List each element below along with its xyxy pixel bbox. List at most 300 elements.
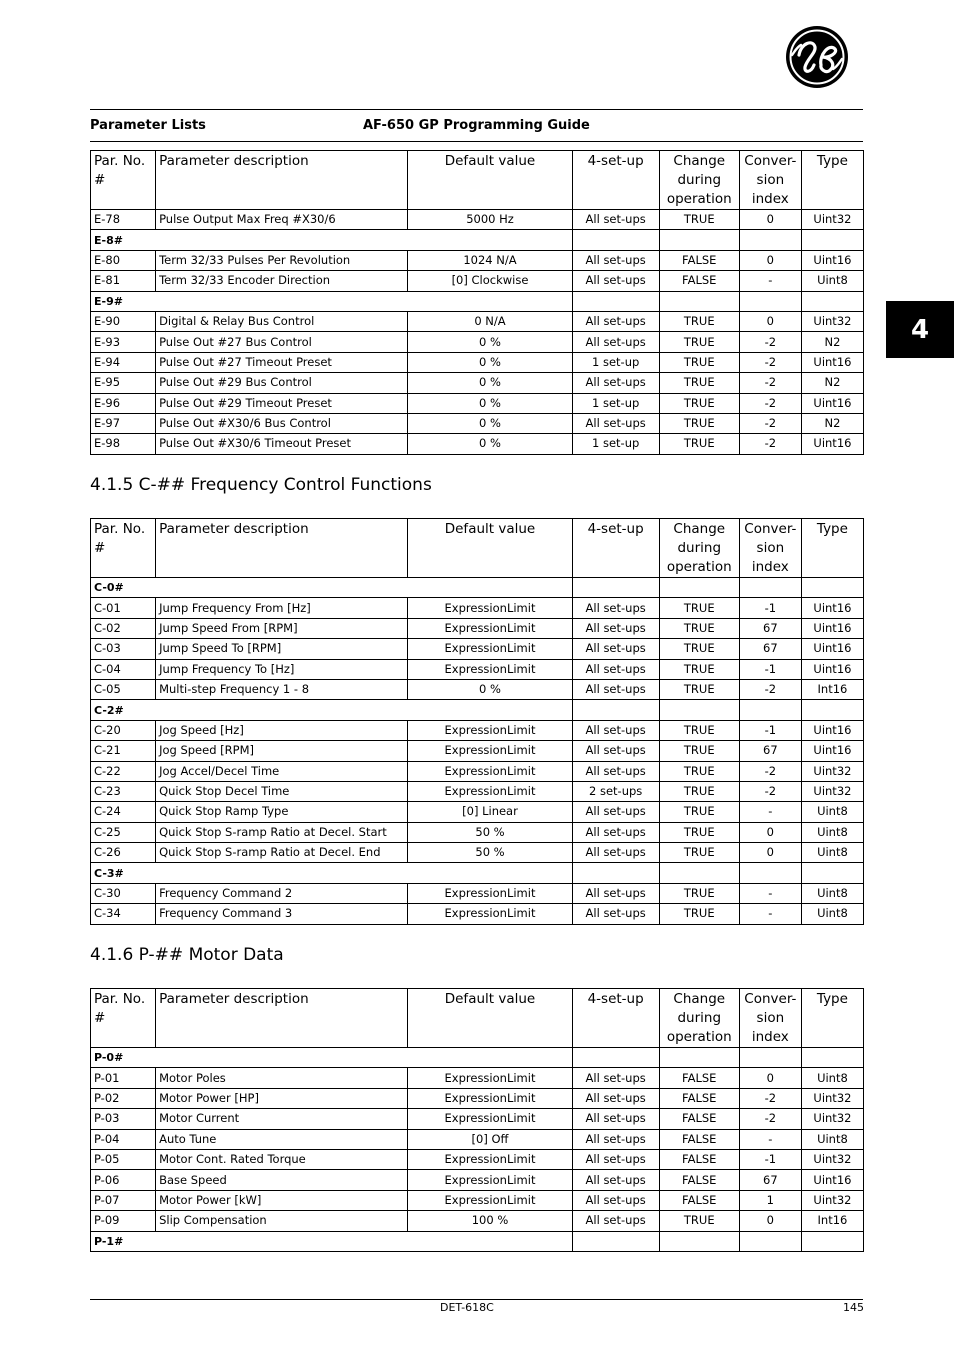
group-label: P-1# — [91, 1231, 573, 1251]
conversion-index-cell: 0 — [739, 210, 801, 230]
table-row — [91, 210, 864, 230]
change-cell: TRUE — [659, 373, 739, 393]
change-cell: FALSE — [659, 1109, 739, 1129]
ge-logo — [785, 25, 849, 89]
par-no-cell: C-30 — [91, 883, 156, 903]
conversion-index-cell: -2 — [739, 373, 801, 393]
description-cell: Jump Speed To [RPM] — [156, 639, 408, 659]
default-value-cell: [0] Off — [408, 1129, 572, 1149]
conversion-index-cell: 0 — [739, 843, 801, 863]
type-cell: Uint32 — [801, 311, 863, 331]
group-row — [91, 700, 864, 720]
table-row — [91, 761, 864, 781]
description-cell: Term 32/33 Encoder Direction — [156, 271, 408, 291]
header-rule-bottom — [90, 141, 863, 142]
par-no-cell: E-81 — [91, 271, 156, 291]
description-cell: Base Speed — [156, 1170, 408, 1190]
column-header-setup: 4-set-up — [572, 519, 659, 578]
conversion-index-cell: 67 — [739, 1170, 801, 1190]
setup-cell: All set-ups — [572, 1190, 659, 1210]
group-label: E-8# — [91, 230, 573, 250]
group-row — [91, 863, 864, 883]
type-cell: Uint8 — [801, 1068, 863, 1088]
par-no-cell: E-97 — [91, 413, 156, 433]
par-no-cell: C-01 — [91, 598, 156, 618]
section-title-p: 4.1.6 P-## Motor Data — [90, 945, 284, 965]
conversion-index-cell: 67 — [739, 618, 801, 638]
conversion-index-cell: -2 — [739, 781, 801, 801]
description-cell: Quick Stop S-ramp Ratio at Decel. End — [156, 843, 408, 863]
description-cell: Motor Power [HP] — [156, 1088, 408, 1108]
running-header-section: Parameter Lists — [90, 118, 206, 133]
description-cell: Jump Frequency To [Hz] — [156, 659, 408, 679]
default-value-cell: 100 % — [408, 1211, 572, 1231]
type-cell: Int16 — [801, 1211, 863, 1231]
type-cell: Int16 — [801, 679, 863, 699]
change-cell: FALSE — [659, 1088, 739, 1108]
type-cell: Uint32 — [801, 1149, 863, 1169]
conversion-index-cell: -2 — [739, 761, 801, 781]
table-row — [91, 1170, 864, 1190]
conversion-index-cell: 0 — [739, 1211, 801, 1231]
setup-cell: All set-ups — [572, 1211, 659, 1231]
change-cell: TRUE — [659, 843, 739, 863]
change-cell: TRUE — [659, 210, 739, 230]
default-value-cell: ExpressionLimit — [408, 904, 572, 924]
conversion-index-cell: -2 — [739, 352, 801, 372]
setup-cell: 1 set-up — [572, 352, 659, 372]
type-cell: Uint32 — [801, 210, 863, 230]
par-no-cell: C-22 — [91, 761, 156, 781]
description-cell: Multi-step Frequency 1 - 8 — [156, 679, 408, 699]
par-no-cell: C-05 — [91, 679, 156, 699]
description-cell: Jump Speed From [RPM] — [156, 618, 408, 638]
change-cell: TRUE — [659, 761, 739, 781]
group-row — [91, 578, 864, 598]
default-value-cell: ExpressionLimit — [408, 1109, 572, 1129]
description-cell: Pulse Out #27 Timeout Preset — [156, 352, 408, 372]
default-value-cell: ExpressionLimit — [408, 1190, 572, 1210]
column-header-conversion: Conver- sion index — [739, 519, 801, 578]
table-row — [91, 679, 864, 699]
default-value-cell: ExpressionLimit — [408, 639, 572, 659]
change-cell: TRUE — [659, 311, 739, 331]
table-row — [91, 332, 864, 352]
empty-cell — [801, 700, 863, 720]
conversion-index-cell: - — [739, 802, 801, 822]
column-header-setup: 4-set-up — [572, 989, 659, 1048]
par-no-cell: E-78 — [91, 210, 156, 230]
table-row — [91, 904, 864, 924]
conversion-index-cell: 0 — [739, 250, 801, 270]
change-cell: TRUE — [659, 720, 739, 740]
empty-cell — [801, 578, 863, 598]
empty-cell — [739, 1231, 801, 1251]
default-value-cell: [0] Linear — [408, 802, 572, 822]
type-cell: Uint16 — [801, 1170, 863, 1190]
change-cell: FALSE — [659, 271, 739, 291]
change-cell: TRUE — [659, 822, 739, 842]
description-cell: Quick Stop S-ramp Ratio at Decel. Start — [156, 822, 408, 842]
conversion-index-cell: - — [739, 271, 801, 291]
type-cell: Uint8 — [801, 1129, 863, 1149]
setup-cell: All set-ups — [572, 659, 659, 679]
empty-cell — [801, 863, 863, 883]
type-cell: Uint32 — [801, 1190, 863, 1210]
empty-cell — [659, 1231, 739, 1251]
change-cell: FALSE — [659, 1129, 739, 1149]
description-cell: Quick Stop Ramp Type — [156, 802, 408, 822]
default-value-cell: ExpressionLimit — [408, 598, 572, 618]
type-cell: Uint16 — [801, 250, 863, 270]
conversion-index-cell: -2 — [739, 679, 801, 699]
table-header-row — [91, 519, 864, 578]
empty-cell — [659, 291, 739, 311]
type-cell: Uint8 — [801, 271, 863, 291]
setup-cell: 2 set-ups — [572, 781, 659, 801]
description-cell: Pulse Output Max Freq #X30/6 — [156, 210, 408, 230]
par-no-cell: E-96 — [91, 393, 156, 413]
header-rule-top — [90, 109, 863, 110]
conversion-index-cell: 0 — [739, 822, 801, 842]
par-no-cell: C-21 — [91, 741, 156, 761]
table-row — [91, 352, 864, 372]
empty-cell — [572, 230, 659, 250]
empty-cell — [572, 291, 659, 311]
change-cell: TRUE — [659, 659, 739, 679]
type-cell: Uint8 — [801, 904, 863, 924]
chapter-tab: 4 — [886, 301, 954, 358]
empty-cell — [659, 230, 739, 250]
par-no-cell: E-90 — [91, 311, 156, 331]
setup-cell: All set-ups — [572, 904, 659, 924]
description-cell: Pulse Out #29 Timeout Preset — [156, 393, 408, 413]
table-row — [91, 250, 864, 270]
column-header-par-no: Par. No. # — [91, 151, 156, 210]
par-no-cell: P-02 — [91, 1088, 156, 1108]
conversion-index-cell: - — [739, 904, 801, 924]
table-row — [91, 1068, 864, 1088]
par-no-cell: P-07 — [91, 1190, 156, 1210]
par-no-cell: E-98 — [91, 434, 156, 454]
column-header-description: Parameter description — [156, 151, 408, 210]
par-no-cell: P-03 — [91, 1109, 156, 1129]
default-value-cell: 0 N/A — [408, 311, 572, 331]
setup-cell: All set-ups — [572, 679, 659, 699]
type-cell: Uint16 — [801, 434, 863, 454]
setup-cell: All set-ups — [572, 1088, 659, 1108]
description-cell: Quick Stop Decel Time — [156, 781, 408, 801]
default-value-cell: 0 % — [408, 332, 572, 352]
default-value-cell: 0 % — [408, 413, 572, 433]
setup-cell: All set-ups — [572, 1129, 659, 1149]
table-header-row — [91, 989, 864, 1048]
column-header-par-no: Par. No. # — [91, 519, 156, 578]
column-header-type: Type — [801, 519, 863, 578]
description-cell: Motor Power [kW] — [156, 1190, 408, 1210]
type-cell: Uint16 — [801, 741, 863, 761]
setup-cell: All set-ups — [572, 741, 659, 761]
change-cell: TRUE — [659, 352, 739, 372]
change-cell: FALSE — [659, 1170, 739, 1190]
table-row — [91, 659, 864, 679]
empty-cell — [572, 1231, 659, 1251]
default-value-cell: 1024 N/A — [408, 250, 572, 270]
type-cell: N2 — [801, 332, 863, 352]
par-no-cell: P-09 — [91, 1211, 156, 1231]
setup-cell: All set-ups — [572, 250, 659, 270]
empty-cell — [572, 578, 659, 598]
table-row — [91, 639, 864, 659]
par-no-cell: C-04 — [91, 659, 156, 679]
column-header-type: Type — [801, 989, 863, 1048]
column-header-change: Change during operation — [659, 151, 739, 210]
table-row — [91, 373, 864, 393]
description-cell: Pulse Out #27 Bus Control — [156, 332, 408, 352]
table-row — [91, 843, 864, 863]
par-no-cell: P-01 — [91, 1068, 156, 1088]
conversion-index-cell: 0 — [739, 1068, 801, 1088]
setup-cell: All set-ups — [572, 843, 659, 863]
setup-cell: All set-ups — [572, 271, 659, 291]
par-no-cell: C-23 — [91, 781, 156, 801]
empty-cell — [572, 863, 659, 883]
table-row — [91, 1088, 864, 1108]
column-header-par-no: Par. No. # — [91, 989, 156, 1048]
empty-cell — [801, 291, 863, 311]
conversion-index-cell: -2 — [739, 393, 801, 413]
description-cell: Term 32/33 Pulses Per Revolution — [156, 250, 408, 270]
table-row — [91, 883, 864, 903]
page-number: 145 — [843, 1301, 864, 1314]
description-cell: Jump Frequency From [Hz] — [156, 598, 408, 618]
parameter-table-p — [90, 988, 864, 1252]
change-cell: TRUE — [659, 904, 739, 924]
empty-cell — [572, 1048, 659, 1068]
column-header-default: Default value — [408, 519, 572, 578]
setup-cell: All set-ups — [572, 802, 659, 822]
par-no-cell: P-04 — [91, 1129, 156, 1149]
conversion-index-cell: 0 — [739, 311, 801, 331]
table-row — [91, 781, 864, 801]
change-cell: TRUE — [659, 781, 739, 801]
group-row — [91, 230, 864, 250]
table-row — [91, 741, 864, 761]
type-cell: Uint16 — [801, 659, 863, 679]
par-no-cell: E-80 — [91, 250, 156, 270]
par-no-cell: P-06 — [91, 1170, 156, 1190]
empty-cell — [801, 1231, 863, 1251]
type-cell: Uint16 — [801, 393, 863, 413]
default-value-cell: ExpressionLimit — [408, 1149, 572, 1169]
change-cell: TRUE — [659, 741, 739, 761]
default-value-cell: ExpressionLimit — [408, 1068, 572, 1088]
empty-cell — [739, 291, 801, 311]
conversion-index-cell: 67 — [739, 639, 801, 659]
conversion-index-cell: -2 — [739, 413, 801, 433]
conversion-index-cell: -2 — [739, 434, 801, 454]
default-value-cell: ExpressionLimit — [408, 1170, 572, 1190]
column-header-type: Type — [801, 151, 863, 210]
table-row — [91, 393, 864, 413]
description-cell: Frequency Command 2 — [156, 883, 408, 903]
empty-cell — [659, 1048, 739, 1068]
column-header-conversion: Conver- sion index — [739, 989, 801, 1048]
column-header-default: Default value — [408, 151, 572, 210]
parameter-table-e — [90, 150, 864, 455]
description-cell: Slip Compensation — [156, 1211, 408, 1231]
column-header-description: Parameter description — [156, 989, 408, 1048]
column-header-default: Default value — [408, 989, 572, 1048]
table-row — [91, 413, 864, 433]
running-header-title: AF-650 GP Programming Guide — [363, 118, 590, 133]
description-cell: Auto Tune — [156, 1129, 408, 1149]
table-row — [91, 618, 864, 638]
description-cell: Pulse Out #X30/6 Timeout Preset — [156, 434, 408, 454]
table-row — [91, 1109, 864, 1129]
setup-cell: All set-ups — [572, 598, 659, 618]
par-no-cell: C-03 — [91, 639, 156, 659]
table-row — [91, 434, 864, 454]
table-row — [91, 1149, 864, 1169]
par-no-cell: E-93 — [91, 332, 156, 352]
default-value-cell: ExpressionLimit — [408, 883, 572, 903]
type-cell: Uint32 — [801, 761, 863, 781]
group-label: P-0# — [91, 1048, 573, 1068]
table-row — [91, 598, 864, 618]
default-value-cell: ExpressionLimit — [408, 741, 572, 761]
table-row — [91, 1190, 864, 1210]
group-label: C-0# — [91, 578, 573, 598]
group-label: C-3# — [91, 863, 573, 883]
empty-cell — [801, 230, 863, 250]
setup-cell: All set-ups — [572, 1109, 659, 1129]
description-cell: Digital & Relay Bus Control — [156, 311, 408, 331]
change-cell: TRUE — [659, 883, 739, 903]
setup-cell: All set-ups — [572, 1170, 659, 1190]
table-row — [91, 1129, 864, 1149]
column-header-change: Change during operation — [659, 989, 739, 1048]
default-value-cell: [0] Clockwise — [408, 271, 572, 291]
description-cell: Jog Speed [RPM] — [156, 741, 408, 761]
conversion-index-cell: 1 — [739, 1190, 801, 1210]
empty-cell — [739, 700, 801, 720]
description-cell: Frequency Command 3 — [156, 904, 408, 924]
change-cell: TRUE — [659, 434, 739, 454]
par-no-cell: C-24 — [91, 802, 156, 822]
setup-cell: 1 set-up — [572, 393, 659, 413]
type-cell: N2 — [801, 413, 863, 433]
column-header-change: Change during operation — [659, 519, 739, 578]
type-cell: Uint32 — [801, 1088, 863, 1108]
description-cell: Jog Speed [Hz] — [156, 720, 408, 740]
change-cell: TRUE — [659, 639, 739, 659]
default-value-cell: ExpressionLimit — [408, 720, 572, 740]
setup-cell: All set-ups — [572, 618, 659, 638]
conversion-index-cell: -1 — [739, 1149, 801, 1169]
default-value-cell: ExpressionLimit — [408, 659, 572, 679]
description-cell: Jog Accel/Decel Time — [156, 761, 408, 781]
type-cell: Uint16 — [801, 352, 863, 372]
default-value-cell: 5000 Hz — [408, 210, 572, 230]
type-cell: Uint32 — [801, 1109, 863, 1129]
group-row — [91, 1231, 864, 1251]
empty-cell — [659, 578, 739, 598]
group-label: C-2# — [91, 700, 573, 720]
setup-cell: All set-ups — [572, 1149, 659, 1169]
table-row — [91, 720, 864, 740]
default-value-cell: ExpressionLimit — [408, 761, 572, 781]
empty-cell — [659, 863, 739, 883]
change-cell: FALSE — [659, 1068, 739, 1088]
setup-cell: All set-ups — [572, 720, 659, 740]
empty-cell — [659, 700, 739, 720]
change-cell: FALSE — [659, 250, 739, 270]
section-title-c: 4.1.5 C-## Frequency Control Functions — [90, 475, 432, 495]
par-no-cell: P-05 — [91, 1149, 156, 1169]
conversion-index-cell: -1 — [739, 598, 801, 618]
group-row — [91, 1048, 864, 1068]
conversion-index-cell: - — [739, 883, 801, 903]
conversion-index-cell: 67 — [739, 741, 801, 761]
setup-cell: All set-ups — [572, 311, 659, 331]
default-value-cell: 0 % — [408, 679, 572, 699]
setup-cell: All set-ups — [572, 413, 659, 433]
table-row — [91, 802, 864, 822]
default-value-cell: ExpressionLimit — [408, 781, 572, 801]
change-cell: TRUE — [659, 332, 739, 352]
table-row — [91, 311, 864, 331]
change-cell: TRUE — [659, 679, 739, 699]
par-no-cell: E-94 — [91, 352, 156, 372]
empty-cell — [739, 578, 801, 598]
conversion-index-cell: -2 — [739, 1109, 801, 1129]
default-value-cell: 50 % — [408, 843, 572, 863]
setup-cell: All set-ups — [572, 761, 659, 781]
setup-cell: All set-ups — [572, 883, 659, 903]
table-header-row — [91, 151, 864, 210]
par-no-cell: C-26 — [91, 843, 156, 863]
parameter-table-c — [90, 518, 864, 925]
conversion-index-cell: -1 — [739, 720, 801, 740]
setup-cell: All set-ups — [572, 1068, 659, 1088]
footer-doc-id: DET-618C — [440, 1301, 494, 1314]
type-cell: Uint16 — [801, 618, 863, 638]
type-cell: Uint32 — [801, 781, 863, 801]
conversion-index-cell: -1 — [739, 659, 801, 679]
table-row — [91, 822, 864, 842]
default-value-cell: ExpressionLimit — [408, 1088, 572, 1108]
empty-cell — [739, 1048, 801, 1068]
change-cell: TRUE — [659, 802, 739, 822]
change-cell: FALSE — [659, 1190, 739, 1210]
type-cell: Uint8 — [801, 883, 863, 903]
default-value-cell: 0 % — [408, 373, 572, 393]
footer-rule — [90, 1299, 863, 1300]
type-cell: Uint8 — [801, 843, 863, 863]
type-cell: Uint8 — [801, 822, 863, 842]
type-cell: Uint16 — [801, 598, 863, 618]
type-cell: Uint8 — [801, 802, 863, 822]
description-cell: Motor Cont. Rated Torque — [156, 1149, 408, 1169]
conversion-index-cell: -2 — [739, 332, 801, 352]
setup-cell: All set-ups — [572, 822, 659, 842]
setup-cell: 1 set-up — [572, 434, 659, 454]
description-cell: Motor Poles — [156, 1068, 408, 1088]
empty-cell — [572, 700, 659, 720]
change-cell: TRUE — [659, 393, 739, 413]
default-value-cell: 50 % — [408, 822, 572, 842]
